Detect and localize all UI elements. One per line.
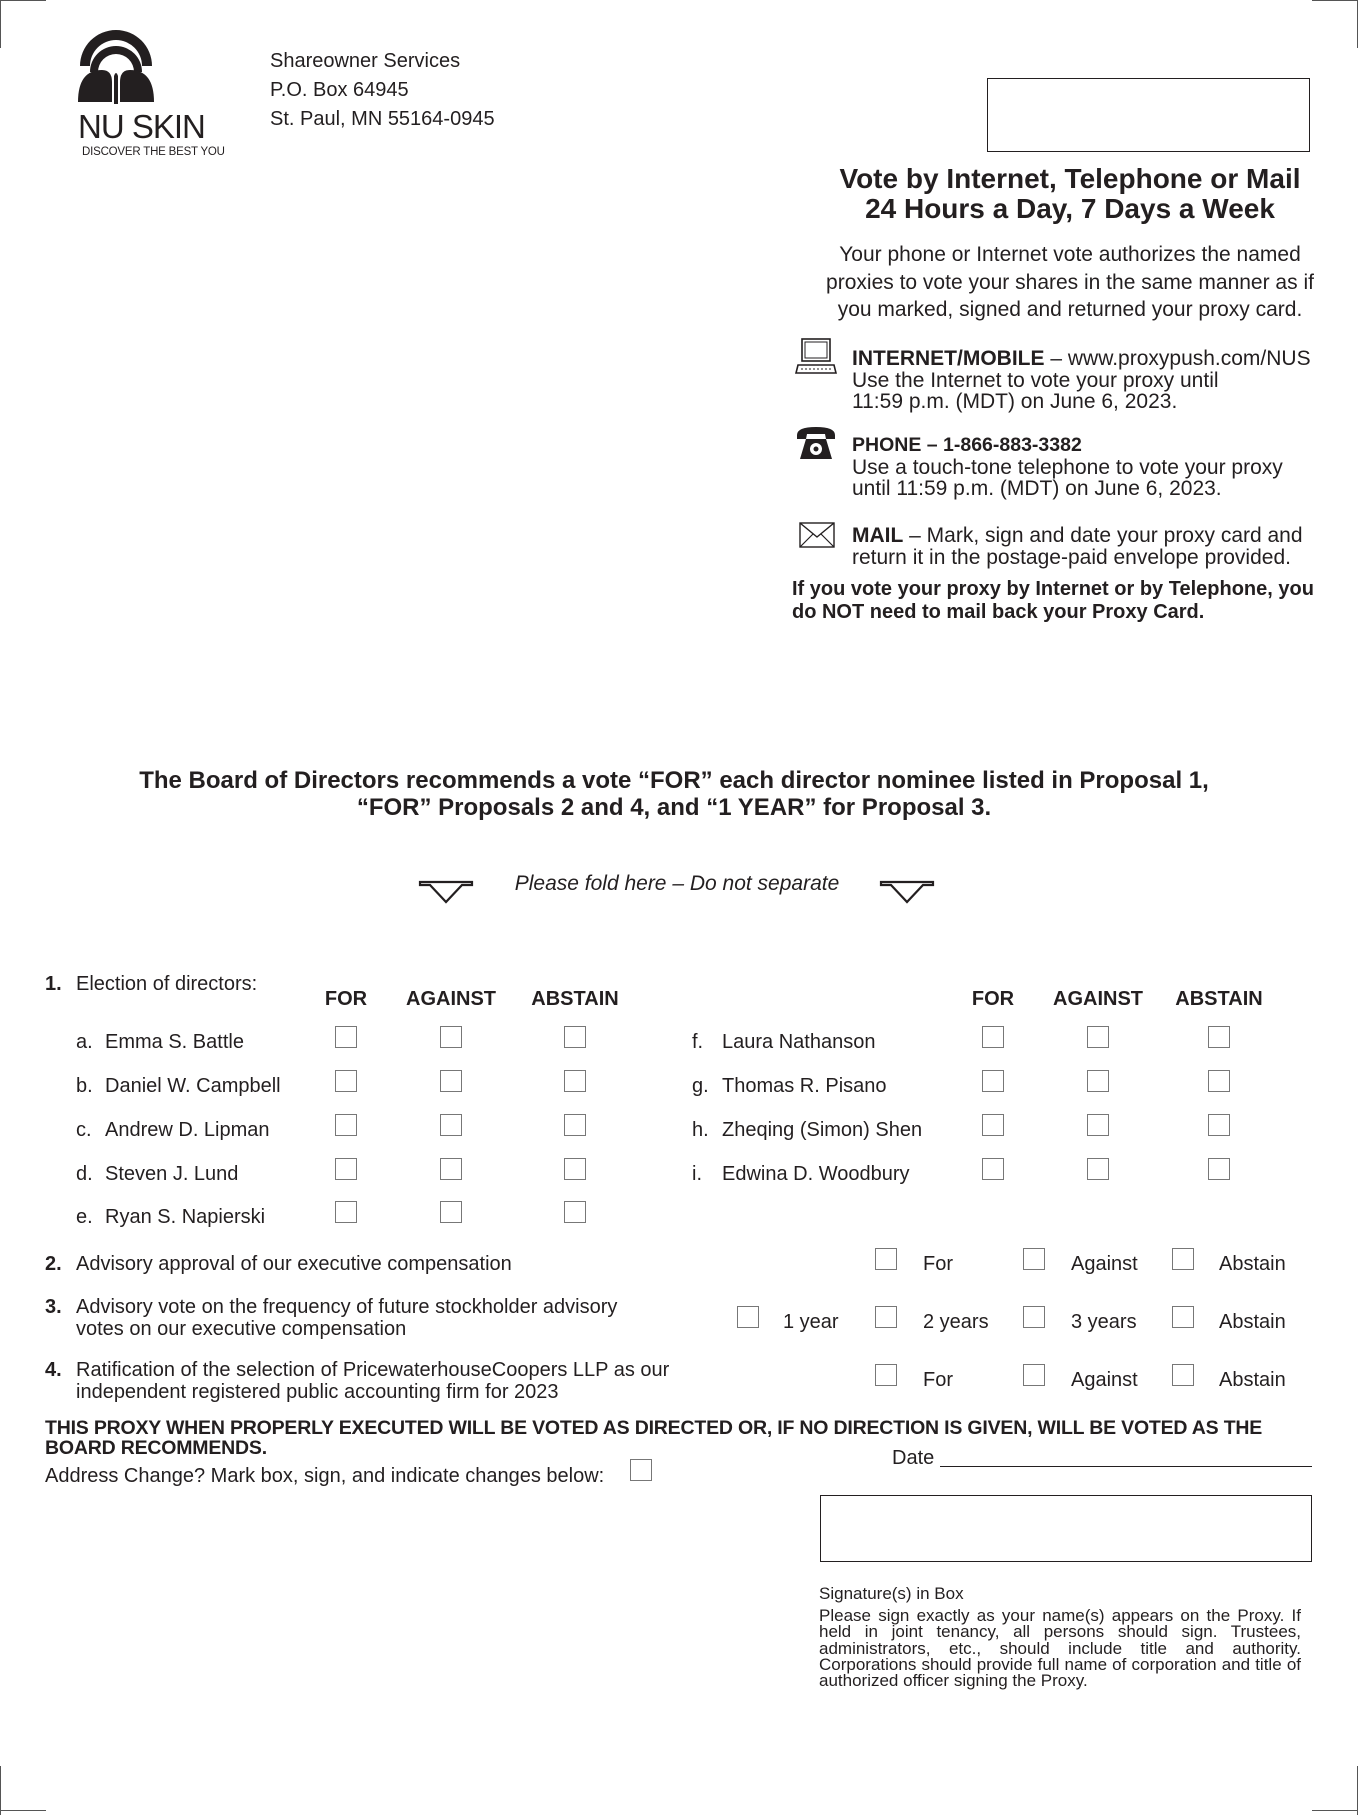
voting-title-line: Vote by Internet, Telephone or Mail (839, 163, 1301, 194)
option-label: Abstain (1219, 1369, 1286, 1391)
checkbox-campbell-against[interactable] (440, 1070, 462, 1092)
proposal-3-line: Advisory vote on the frequency of future stockholder advisory (76, 1296, 618, 1318)
signature-box[interactable] (820, 1495, 1312, 1562)
header-against: AGAINST (406, 988, 496, 1010)
logo-mark-icon (76, 24, 156, 104)
intro-line: you marked, signed and returned your proxy card. (837, 298, 1303, 321)
option-label: 2 years (923, 1311, 989, 1333)
nominee-letter: e. (76, 1206, 93, 1228)
crop-mark (1312, 0, 1358, 1)
phone-instructions (852, 435, 1283, 500)
proposal-4-number: 4. (45, 1359, 62, 1381)
nominee-letter: d. (76, 1163, 93, 1185)
intro-line: Your phone or Internet vote authorizes the named (839, 243, 1301, 266)
checkbox-lipman-abstain[interactable] (564, 1114, 586, 1136)
proposal-3-label (76, 1296, 617, 1340)
checkbox-pisano-abstain[interactable] (1208, 1070, 1230, 1092)
address-line: Shareowner Services (270, 50, 461, 72)
fold-instruction: Please fold here – Do not separate (514, 872, 840, 895)
checkbox-proposal4-for[interactable] (875, 1364, 897, 1386)
checkbox-proposal4-against[interactable] (1023, 1364, 1045, 1386)
internet-line: Use the Internet to vote your proxy until (852, 368, 1219, 392)
checkbox-battle-against[interactable] (440, 1026, 462, 1048)
proxy-notice-line: THIS PROXY WHEN PROPERLY EXECUTED WILL BE VOTED AS DIRECTED OR, IF NO DIRECTION IS GIVEN, WILL BE VOTED AS THE (45, 1417, 1263, 1439)
nominee-letter: h. (692, 1119, 709, 1141)
checkbox-lipman-against[interactable] (440, 1114, 462, 1136)
proposal-3-line: votes on our executive compensation (76, 1318, 407, 1340)
checkbox-proposal3-3years[interactable] (1023, 1306, 1045, 1328)
header-for: FOR (324, 988, 368, 1010)
proposal-1-label: Election of directors: (76, 973, 258, 995)
crop-mark (0, 0, 46, 1)
return-address (270, 47, 495, 134)
checkbox-campbell-abstain[interactable] (564, 1070, 586, 1092)
checkbox-woodbury-against[interactable] (1087, 1158, 1109, 1180)
checkbox-battle-abstain[interactable] (564, 1026, 586, 1048)
checkbox-lund-abstain[interactable] (564, 1158, 586, 1180)
checkbox-proposal2-for[interactable] (875, 1248, 897, 1270)
nominee-name: Edwina D. Woodbury (722, 1163, 910, 1185)
crop-mark (0, 1810, 46, 1811)
checkbox-shen-for[interactable] (982, 1114, 1004, 1136)
option-label: Abstain (1219, 1253, 1286, 1275)
address-change-label: Address Change? Mark box, sign, and indicate changes below: (45, 1465, 605, 1487)
checkbox-proposal3-abstain[interactable] (1172, 1306, 1194, 1328)
nominee-letter: b. (76, 1075, 93, 1097)
voting-title (790, 164, 1350, 224)
checkbox-address-change[interactable] (630, 1459, 652, 1481)
checkbox-campbell-for[interactable] (335, 1070, 357, 1092)
logo-text: NU SKIN (78, 108, 205, 145)
checkbox-pisano-against[interactable] (1087, 1070, 1109, 1092)
crop-mark (0, 0, 1, 48)
board-line: “FOR” Proposals 2 and 4, and “1 YEAR” for Proposal 3. (356, 794, 992, 821)
nominee-letter: a. (76, 1031, 93, 1053)
checkbox-woodbury-for[interactable] (982, 1158, 1004, 1180)
crop-mark (1312, 1810, 1358, 1811)
checkbox-battle-for[interactable] (335, 1026, 357, 1048)
option-label: 1 year (783, 1311, 839, 1333)
mail-label: MAIL (852, 524, 904, 547)
option-label: For (923, 1369, 953, 1391)
checkbox-proposal2-abstain[interactable] (1172, 1248, 1194, 1270)
nominee-name: Steven J. Lund (105, 1163, 239, 1185)
checkbox-nathanson-for[interactable] (982, 1026, 1004, 1048)
option-label: Against (1071, 1253, 1138, 1275)
envelope-icon (799, 522, 835, 548)
nominee-letter: f. (692, 1031, 704, 1053)
proxy-notice-line: BOARD RECOMMENDS. (45, 1437, 267, 1459)
internet-sep: – (1044, 347, 1068, 370)
header-abstain: ABSTAIN (531, 988, 619, 1010)
control-number-box (987, 78, 1310, 152)
internet-label: INTERNET/MOBILE (852, 347, 1045, 370)
option-label: Abstain (1219, 1311, 1286, 1333)
vote-note-line: do NOT need to mail back your Proxy Card. (792, 601, 1205, 623)
date-label: Date (892, 1447, 935, 1469)
nominee-name: Daniel W. Campbell (105, 1075, 281, 1097)
proposal-4-line: independent registered public accounting firm for 2023 (76, 1381, 559, 1403)
checkbox-proposal3-2years[interactable] (875, 1306, 897, 1328)
mail-instructions (852, 525, 1303, 568)
checkbox-lund-against[interactable] (440, 1158, 462, 1180)
nominee-letter: g. (692, 1075, 709, 1097)
phone-label: PHONE – 1-866-883-3382 (852, 434, 1082, 456)
checkbox-nathanson-abstain[interactable] (1208, 1026, 1230, 1048)
fold-arrow-icon (418, 880, 474, 906)
internet-line: 11:59 p.m. (MDT) on June 6, 2023. (852, 390, 1178, 413)
signature-instructions: Please sign exactly as your name(s) appears on the Proxy. If held in joint tenancy, all persons should sign. Trustees, administrators, etc., should include title and authority. Corporations should provide full name of corporation and title of authorized officer signing the Proxy. (819, 1606, 1301, 1691)
nominee-letter: c. (76, 1119, 92, 1141)
crop-mark (0, 1766, 1, 1815)
mail-rest: – Mark, sign and date your proxy card and (903, 524, 1303, 547)
address-line: St. Paul, MN 55164-0945 (270, 108, 495, 130)
board-line: The Board of Directors recommends a vote “FOR” each director nominee listed in Proposal 1, (139, 767, 1209, 794)
checkbox-lipman-for[interactable] (335, 1114, 357, 1136)
signature-label: Signature(s) in Box (819, 1584, 964, 1603)
nominee-name: Andrew D. Lipman (105, 1119, 270, 1141)
proposal-2-number: 2. (45, 1253, 62, 1275)
company-logo (74, 24, 244, 164)
voting-intro (790, 241, 1350, 324)
checkbox-woodbury-abstain[interactable] (1208, 1158, 1230, 1180)
header-against: AGAINST (1053, 988, 1143, 1010)
nominee-name: Thomas R. Pisano (722, 1075, 887, 1097)
date-field[interactable] (940, 1466, 1312, 1467)
option-label: Against (1071, 1369, 1138, 1391)
board-recommendation (0, 767, 1348, 821)
proposal-4-line: Ratification of the selection of PricewaterhouseCoopers LLP as our (76, 1359, 670, 1381)
computer-icon (795, 338, 837, 376)
vote-note-line: If you vote your proxy by Internet or by Telephone, you (792, 578, 1314, 600)
mail-line: return it in the postage-paid envelope provided. (852, 545, 1291, 569)
fold-arrow-icon (879, 880, 935, 906)
checkbox-pisano-for[interactable] (982, 1070, 1004, 1092)
internet-url[interactable]: www.proxypush.com/NUS (1067, 347, 1311, 370)
phone-line: Use a touch-tone telephone to vote your proxy (852, 455, 1283, 479)
checkbox-shen-abstain[interactable] (1208, 1114, 1230, 1136)
checkbox-nathanson-against[interactable] (1087, 1026, 1109, 1048)
header-for: FOR (971, 988, 1015, 1010)
voting-title-line: 24 Hours a Day, 7 Days a Week (865, 193, 1275, 224)
nominee-letter: i. (692, 1163, 702, 1185)
checkbox-shen-against[interactable] (1087, 1114, 1109, 1136)
address-line: P.O. Box 64945 (270, 79, 409, 101)
option-label: 3 years (1071, 1311, 1137, 1333)
nominee-name: Ryan S. Napierski (105, 1206, 266, 1228)
checkbox-napierski-for[interactable] (335, 1201, 357, 1223)
header-abstain: ABSTAIN (1175, 988, 1263, 1010)
logo-tagline: DISCOVER THE BEST YOU (82, 146, 225, 158)
proposal-2-label: Advisory approval of our executive compensation (76, 1253, 512, 1275)
phone-line: until 11:59 p.m. (MDT) on June 6, 2023. (852, 477, 1222, 500)
proposal-4-label (76, 1359, 669, 1403)
option-label: For (923, 1253, 953, 1275)
checkbox-proposal4-abstain[interactable] (1172, 1364, 1194, 1386)
nominee-name: Zheqing (Simon) Shen (722, 1119, 923, 1141)
proxy-notice (45, 1418, 1262, 1458)
checkbox-proposal2-against[interactable] (1023, 1248, 1045, 1270)
checkbox-napierski-abstain[interactable] (564, 1201, 586, 1223)
proposal-1-number: 1. (45, 973, 62, 995)
nominee-name: Laura Nathanson (722, 1031, 876, 1053)
internet-instructions (852, 348, 1311, 413)
telephone-icon (795, 425, 837, 461)
checkbox-napierski-against[interactable] (440, 1201, 462, 1223)
checkbox-proposal3-1year[interactable] (737, 1306, 759, 1328)
nominee-name: Emma S. Battle (105, 1031, 244, 1053)
internet-line (852, 348, 1311, 370)
intro-line: proxies to vote your shares in the same manner as if (826, 270, 1314, 294)
vote-note (792, 578, 1314, 624)
proposal-3-number: 3. (45, 1296, 62, 1318)
mail-line (852, 525, 1303, 547)
checkbox-lund-for[interactable] (335, 1158, 357, 1180)
